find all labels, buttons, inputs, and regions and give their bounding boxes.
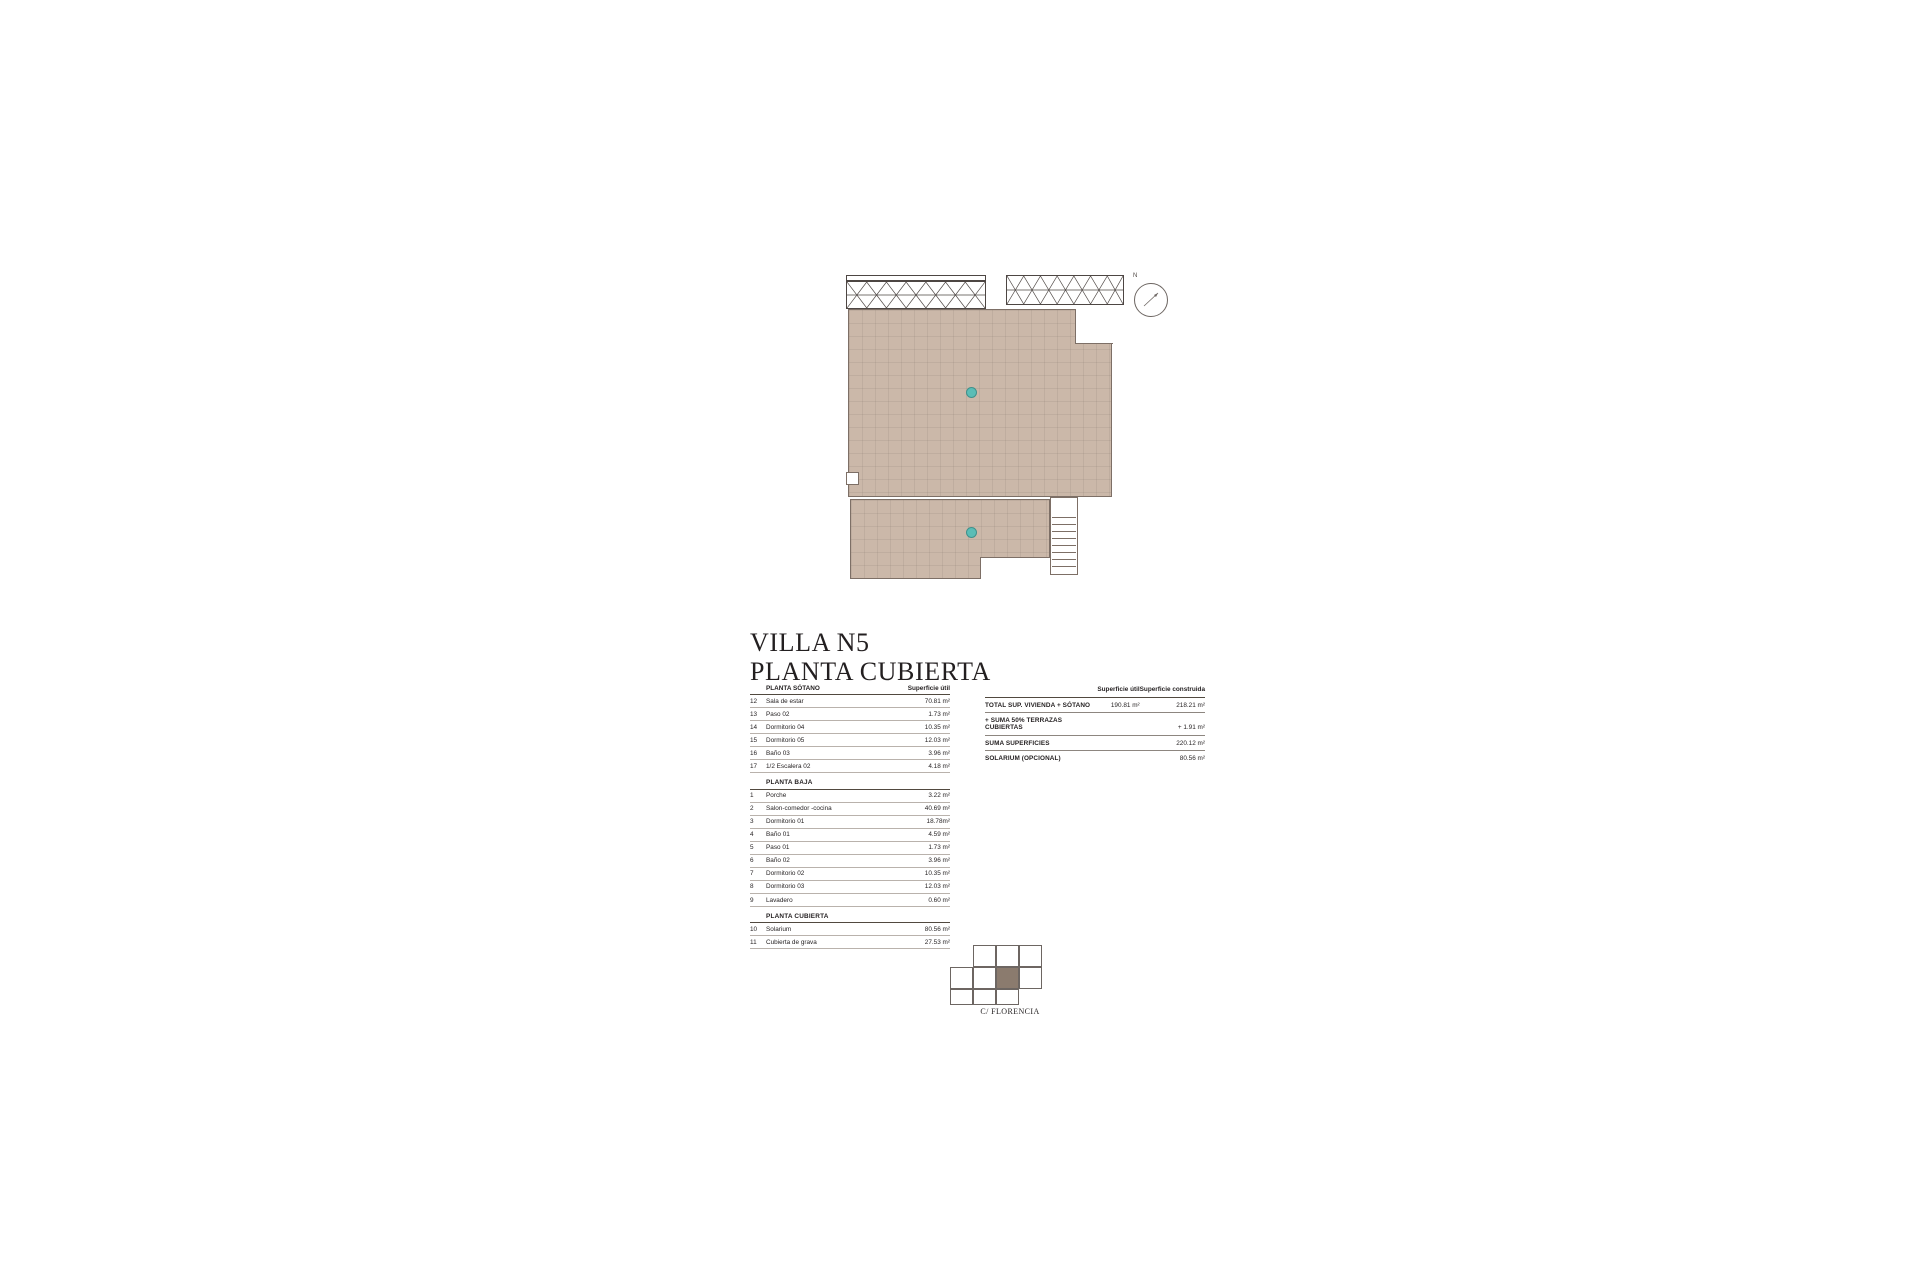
table-row xyxy=(750,789,950,802)
page-subtitle: PLANTA CUBIERTA xyxy=(750,657,991,687)
row-label: Paso 02 xyxy=(766,708,898,721)
row-label: Dormitorio 02 xyxy=(766,867,898,880)
summary-value-construida: 80.56 m² xyxy=(1179,755,1205,763)
row-num: 12 xyxy=(750,695,766,708)
summary-value-construida: 218.21 m² xyxy=(1140,697,1205,713)
row-label: Dormitorio 05 xyxy=(766,734,898,747)
table-row xyxy=(750,734,950,747)
summary-header-col1: Superficie útil xyxy=(1092,682,1140,697)
table-row xyxy=(750,708,950,721)
row-num: 16 xyxy=(750,747,766,760)
row-num: 15 xyxy=(750,734,766,747)
row-num: 10 xyxy=(750,923,766,936)
north-label: N xyxy=(1133,273,1138,279)
table-row xyxy=(750,936,950,949)
row-value: 1.73 m² xyxy=(898,841,950,854)
keyplan-cell[interactable] xyxy=(1019,967,1042,989)
table-row xyxy=(750,867,950,880)
table-row xyxy=(750,828,950,841)
keyplan-cell[interactable] xyxy=(996,989,1019,1005)
keyplan-cell[interactable] xyxy=(950,989,973,1005)
street-label: C/ FLORENCIA xyxy=(980,1007,1040,1016)
row-value: 40.69 m² xyxy=(898,802,950,815)
roof-lower-step xyxy=(980,557,1050,579)
surface-table xyxy=(750,682,950,949)
title-block xyxy=(750,628,1210,686)
section-label: PLANTA BAJA xyxy=(766,773,898,789)
table-row xyxy=(750,815,950,828)
row-label: Baño 02 xyxy=(766,854,898,867)
row-value: 4.18 m² xyxy=(898,760,950,773)
summary-table xyxy=(985,682,1205,766)
summary-value-util: 190.81 m² xyxy=(1092,697,1140,713)
table-row xyxy=(750,760,950,773)
summary-row xyxy=(985,697,1205,713)
key-plan xyxy=(950,945,1070,1025)
keyplan-cell-active[interactable] xyxy=(996,967,1019,989)
row-value: 18.78m² xyxy=(898,815,950,828)
header-label: PLANTA SÓTANO xyxy=(766,682,898,695)
keyplan-cell[interactable] xyxy=(973,967,996,989)
row-value: 3.96 m² xyxy=(898,854,950,867)
row-value: 12.03 m² xyxy=(898,880,950,893)
summary-value-util xyxy=(1092,735,1140,751)
row-value: 80.56 m² xyxy=(898,923,950,936)
row-value: 70.81 m² xyxy=(898,695,950,708)
row-num: 7 xyxy=(750,867,766,880)
row-value: 1.73 m² xyxy=(898,708,950,721)
row-value: 10.35 m² xyxy=(898,721,950,734)
row-num: 9 xyxy=(750,893,766,906)
north-arrow-icon xyxy=(1134,283,1168,317)
stair-treads xyxy=(1052,517,1076,573)
roof-slab-main xyxy=(848,309,1112,497)
row-label: 1/2 Escalera 02 xyxy=(766,760,898,773)
keyplan-cell[interactable] xyxy=(1019,945,1042,967)
table-row xyxy=(750,695,950,708)
row-num: 13 xyxy=(750,708,766,721)
row-label: Sala de estar xyxy=(766,695,898,708)
row-label: Salon-comedor -cocina xyxy=(766,802,898,815)
table-row xyxy=(750,923,950,936)
row-num: 8 xyxy=(750,880,766,893)
row-label: Dormitorio 03 xyxy=(766,880,898,893)
roof-drain-icon xyxy=(966,527,977,538)
summary-label: TOTAL SUP. VIVIENDA + SÓTANO xyxy=(985,697,1092,713)
header-value: Superficie útil xyxy=(898,682,950,695)
slab-grid-hatch xyxy=(849,310,1111,496)
summary-row xyxy=(985,713,1205,736)
row-num: 6 xyxy=(750,854,766,867)
summary-value-util xyxy=(1092,751,1140,766)
row-value: 27.53 m² xyxy=(898,936,950,949)
keyplan-cell[interactable] xyxy=(950,967,973,989)
row-value: 0.60 m² xyxy=(898,893,950,906)
row-num: 4 xyxy=(750,828,766,841)
summary-label: SUMA SUPERFICIES xyxy=(985,735,1092,751)
row-label: Porche xyxy=(766,789,898,802)
table-row xyxy=(750,893,950,906)
row-value: 10.35 m² xyxy=(898,867,950,880)
row-num: 2 xyxy=(750,802,766,815)
row-num: 3 xyxy=(750,815,766,828)
section-header-planta-cubierta xyxy=(750,906,950,922)
roof-drain-icon xyxy=(966,387,977,398)
summary-row xyxy=(985,751,1205,766)
summary-value-construida: 220.12 m² xyxy=(1140,735,1205,751)
row-label: Lavadero xyxy=(766,893,898,906)
summary-schedule xyxy=(985,682,1215,766)
keyplan-cell[interactable] xyxy=(996,945,1019,967)
row-label: Dormitorio 01 xyxy=(766,815,898,828)
row-label: Baño 03 xyxy=(766,747,898,760)
section-label: PLANTA CUBIERTA xyxy=(766,906,898,922)
row-num: 11 xyxy=(750,936,766,949)
row-num: 17 xyxy=(750,760,766,773)
row-value: 3.96 m² xyxy=(898,747,950,760)
row-label: Cubierta de grava xyxy=(766,936,898,949)
row-label: Paso 01 xyxy=(766,841,898,854)
table-row xyxy=(750,841,950,854)
roof-hatch-access xyxy=(846,472,859,485)
row-num: 14 xyxy=(750,721,766,734)
summary-row xyxy=(985,735,1205,751)
summary-value-construida: + 1.91 m² xyxy=(1140,713,1205,736)
pergola-left xyxy=(846,281,986,309)
table-header-row xyxy=(750,682,950,695)
keyplan-cell[interactable] xyxy=(973,945,996,967)
table-row xyxy=(750,802,950,815)
summary-value-util xyxy=(1092,713,1140,736)
row-label: Dormitorio 04 xyxy=(766,721,898,734)
roof-notch xyxy=(1075,309,1113,344)
summary-header-row xyxy=(985,682,1205,697)
summary-label: + SUMA 50% TERRAZAS CUBIERTAS xyxy=(985,713,1092,736)
row-label: Baño 01 xyxy=(766,828,898,841)
keyplan-cell[interactable] xyxy=(973,989,996,1005)
summary-label: SOLARIUM (OPCIONAL) xyxy=(985,755,1061,763)
table-row xyxy=(750,747,950,760)
header-num xyxy=(750,682,766,695)
table-row xyxy=(750,721,950,734)
summary-header-col2: Superficie construida xyxy=(1140,682,1205,697)
row-num: 1 xyxy=(750,789,766,802)
roof-plan-drawing xyxy=(820,265,1180,625)
row-value: 4.59 m² xyxy=(898,828,950,841)
pergola-right xyxy=(1006,275,1124,305)
section-header-planta-baja xyxy=(750,773,950,789)
page-title: VILLA N5 xyxy=(750,628,870,657)
table-row xyxy=(750,880,950,893)
row-value: 12.03 m² xyxy=(898,734,950,747)
row-label: Solarium xyxy=(766,923,898,936)
table-row xyxy=(750,854,950,867)
row-value: 3.22 m² xyxy=(898,789,950,802)
row-num: 5 xyxy=(750,841,766,854)
